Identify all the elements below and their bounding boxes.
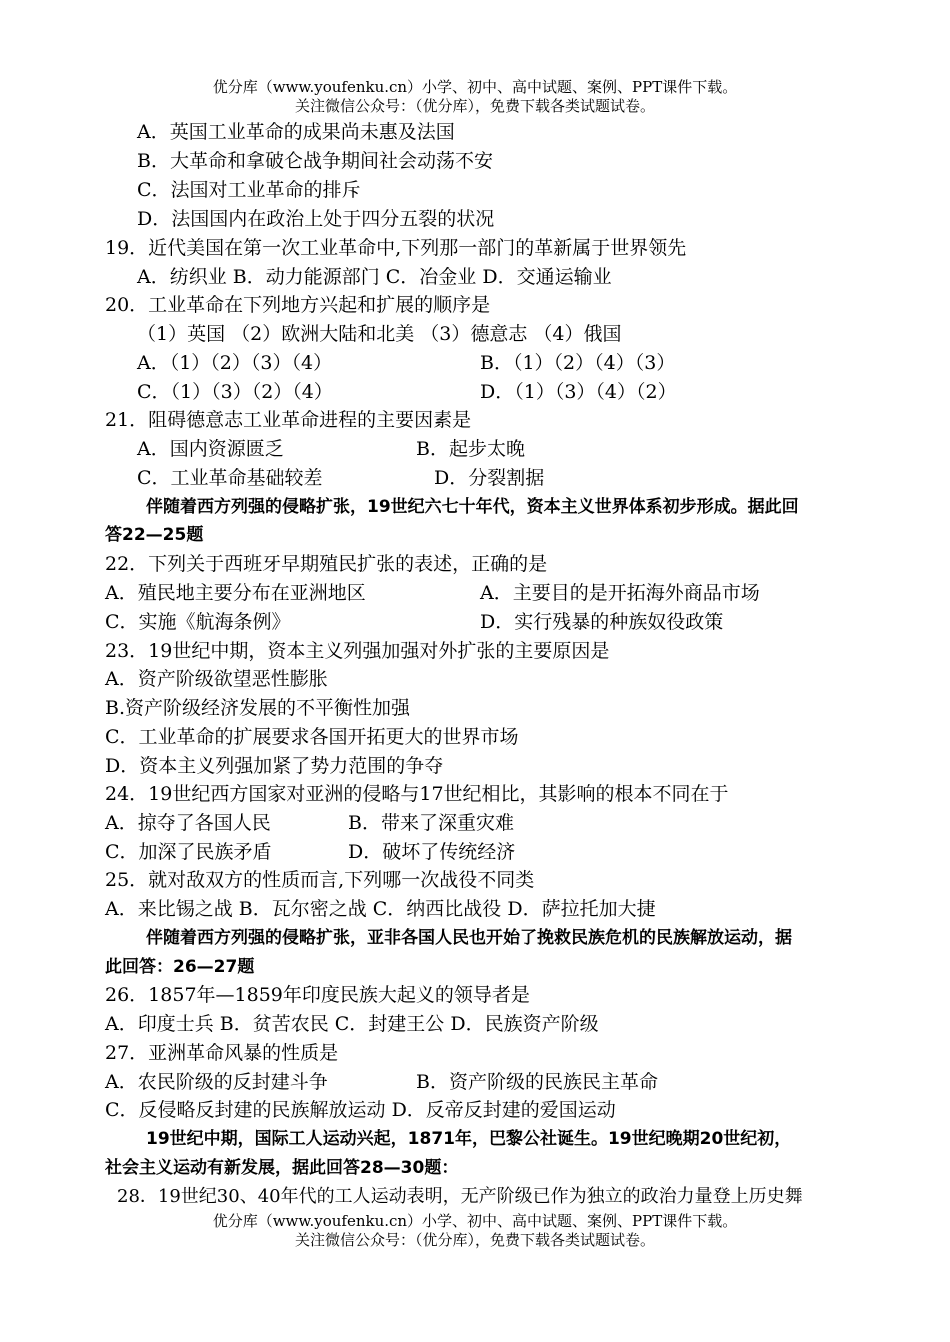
q20-option-c: C．（1）（3）（2）（4）: [137, 381, 333, 403]
q22-option-d: D．实行残暴的种族奴役政策: [480, 611, 724, 633]
q27-stem: 27．亚洲革命风暴的性质是: [105, 1042, 339, 1064]
q23-option-c: C．工业革命的扩展要求各国开拓更大的世界市场: [105, 726, 519, 748]
q23-option-d: D．资本主义列强加紧了势力范围的争夺: [105, 755, 444, 777]
section2-intro-line1: 伴随着西方列强的侵略扩张，亚非各国人民也开始了挽救民族危机的民族解放运动，据: [146, 928, 792, 948]
section1-intro-line1: 伴随着西方列强的侵略扩张，19世纪六七十年代，资本主义世界体系初步形成。据此回: [146, 497, 799, 517]
q21-option-b: B．起步太晚: [416, 438, 525, 460]
q24-option-a: A．掠夺了各国人民: [105, 812, 271, 834]
q21-stem: 21．阻碍德意志工业革命进程的主要因素是: [105, 409, 472, 431]
q26-stem: 26．1857年—1859年印度民族大起义的领导者是: [105, 984, 530, 1006]
q24-option-d: D．破坏了传统经济: [348, 841, 516, 863]
q21-option-d: D．分裂割据: [434, 467, 545, 489]
q26-options: A．印度士兵 B．贫苦农民 C．封建王公 D．民族资产阶级: [105, 1013, 599, 1035]
q24-option-b: B．带来了深重灾难: [348, 812, 514, 834]
section3-intro-line2: 社会主义运动有新发展，据此回答28—30题：: [105, 1158, 459, 1178]
q24-option-c: C．加深了民族矛盾: [105, 841, 272, 863]
q20-option-b: B．（1）（2）（4）（3）: [480, 352, 676, 374]
q18-option-b: B．大革命和拿破仑战争期间社会动荡不安: [137, 150, 493, 172]
q23-option-a: A．资产阶级欲望恶性膨胀: [105, 668, 328, 690]
q27-option-b: B．资产阶级的民族民主革命: [416, 1071, 658, 1093]
q22-option-a2: A．主要目的是开拓海外商品市场: [480, 582, 760, 604]
header-line-1: 优分库（www.youfenku.cn）小学、初中、高中试题、案例、PPT课件下载。: [212, 78, 738, 96]
q22-stem: 22．下列关于西班牙早期殖民扩张的表述，正确的是: [105, 553, 548, 575]
q20-option-a: A．（1）（2）（3）（4）: [137, 352, 333, 374]
q22-option-a: A．殖民地主要分布在亚洲地区: [105, 582, 366, 604]
q24-stem: 24．19世纪西方国家对亚洲的侵略与17世纪相比，其影响的根本不同在于: [105, 783, 729, 805]
footer-line-1: 优分库（www.youfenku.cn）小学、初中、高中试题、案例、PPT课件下载。: [212, 1212, 738, 1230]
q19-stem: 19．近代美国在第一次工业革命中,下列那一部门的革新属于世界领先: [105, 237, 687, 259]
q20-option-d: D．（1）（3）（4）（2）: [480, 381, 677, 403]
q25-stem: 25．就对敌双方的性质而言,下列哪一次战役不同类: [105, 869, 535, 891]
q18-option-a: A．英国工业革命的成果尚未惠及法国: [137, 121, 455, 143]
q18-option-d: D．法国国内在政治上处于四分五裂的状况: [137, 208, 495, 230]
section3-intro-line1: 19世纪中期，国际工人运动兴起，1871年，巴黎公社诞生。19世纪晚期20世纪初，: [146, 1129, 792, 1149]
q21-option-c: C．工业革命基础较差: [137, 467, 323, 489]
footer-line-2: 关注微信公众号：（优分库），免费下载各类试题试卷。: [294, 1231, 655, 1249]
header-line-2: 关注微信公众号：（优分库），免费下载各类试题试卷。: [294, 97, 655, 115]
q22-option-c: C．实施《航海条例》: [105, 611, 291, 633]
section2-intro-line2: 此回答：26—27题: [105, 957, 255, 977]
q21-option-a: A．国内资源匮乏: [137, 438, 284, 460]
q28-stem: 28．19世纪30、40年代的工人运动表明，无产阶级已作为独立的政治力量登上历史舞: [117, 1186, 803, 1207]
q19-options: A．纺织业 B．动力能源部门 C．冶金业 D．交通运输业: [137, 266, 612, 288]
q20-items: （1）英国 （2）欧洲大陆和北美 （3）德意志 （4）俄国: [137, 323, 622, 345]
q20-stem: 20．工业革命在下列地方兴起和扩展的顺序是: [105, 294, 491, 316]
section1-intro-line2: 答22—25题: [105, 525, 204, 545]
q27-option-a: A．农民阶级的反封建斗争: [105, 1071, 328, 1093]
q23-option-b: B.资产阶级经济发展的不平衡性加强: [105, 697, 411, 719]
q18-option-c: C．法国对工业革命的排斥: [137, 179, 361, 201]
q27-option-cd: C．反侵略反封建的民族解放运动 D．反帝反封建的爱国运动: [105, 1099, 616, 1121]
q25-options: A．来比锡之战 B．瓦尔密之战 C．纳西比战役 D．萨拉托加大捷: [105, 898, 656, 920]
q23-stem: 23．19世纪中期，资本主义列强加强对外扩张的主要原因是: [105, 640, 610, 662]
